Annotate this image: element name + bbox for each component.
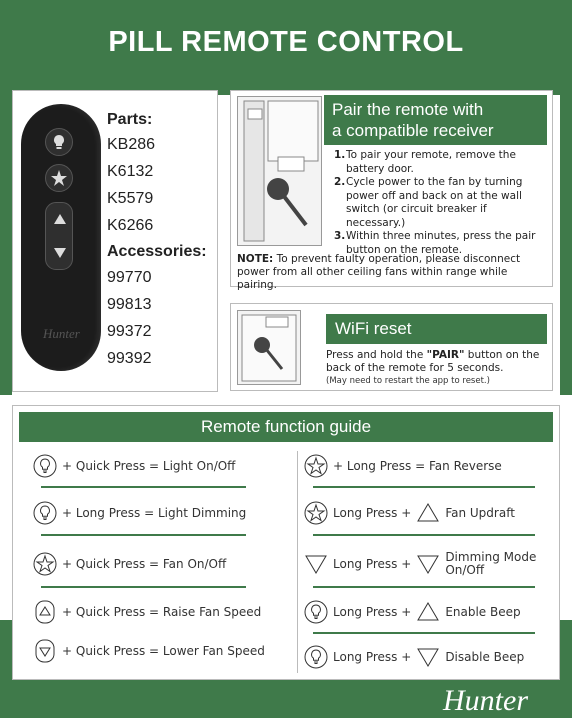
guide-row (33, 599, 261, 625)
guide-row (304, 644, 524, 670)
bulb-icon (304, 645, 328, 669)
guide-row (304, 453, 502, 479)
guide-row (33, 453, 235, 479)
up-arrow-icon (53, 213, 67, 225)
guide-text: Fan Updraft (445, 506, 515, 520)
down-triangle-icon (304, 552, 328, 576)
guide-text: + Quick Press = Lower Fan Speed (62, 644, 265, 658)
remote-back-illustration (237, 96, 322, 246)
guide-text: Long Press + (333, 506, 412, 520)
guide-text: Long Press + (333, 650, 412, 664)
accessory-number: 99372 (107, 323, 152, 340)
fan-icon (304, 454, 328, 478)
guide-text: Long Press + (333, 605, 412, 619)
guide-separator (313, 486, 535, 488)
down-triangle-icon (416, 552, 440, 576)
guide-separator (313, 632, 535, 634)
bulb-icon (49, 132, 69, 152)
part-number: K6266 (107, 217, 154, 234)
down-arrow-icon (33, 639, 57, 663)
left-accent-band (0, 95, 12, 395)
up-triangle-icon (416, 600, 440, 624)
guide-text: + Quick Press = Fan On/Off (62, 557, 227, 571)
remote-fan-button (45, 164, 73, 192)
guide-text: Enable Beep (445, 605, 521, 619)
pair-step: 1. To pair your remote, remove the battery door. (334, 149, 516, 175)
guide-text: + Quick Press = Light On/Off (62, 459, 236, 473)
pair-card (230, 90, 553, 291)
parts-card (12, 90, 218, 392)
bulb-icon (33, 454, 57, 478)
guide-separator (41, 586, 246, 588)
guide-title: Remote function guide (19, 412, 553, 442)
part-number: KB286 (107, 136, 156, 153)
pair-step: 3. Within three minutes, press the pair button on the remote. (334, 230, 536, 256)
pair-title (324, 95, 547, 145)
function-guide-card (12, 405, 560, 680)
guide-row (33, 500, 246, 526)
guide-text: + Long Press = Light Dimming (62, 506, 247, 520)
remote-back-illustration (237, 310, 301, 385)
guide-text: Long Press + (333, 557, 412, 571)
part-number: K6132 (107, 163, 154, 180)
wifi-card (230, 303, 553, 391)
accessories-heading: Accessories: (107, 243, 207, 260)
pair-title-line: a compatible receiver (332, 121, 494, 140)
guide-text: + Quick Press = Raise Fan Speed (62, 605, 262, 619)
guide-separator (313, 586, 535, 588)
guide-separator (313, 534, 535, 536)
down-arrow-icon (53, 247, 67, 259)
guide-row (33, 551, 226, 577)
pair-title-line: Pair the remote with (332, 100, 484, 119)
remote-light-button (45, 128, 73, 156)
right-accent-band (560, 95, 572, 395)
up-triangle-icon (416, 501, 440, 525)
remote-illustration (21, 104, 101, 371)
guide-row (304, 500, 515, 526)
page-title: PILL REMOTE CONTROL (108, 26, 464, 58)
guide-text: Dimming Mode On/Off (445, 550, 537, 577)
guide-separator (41, 486, 246, 488)
brand-logo: Hunter (443, 684, 528, 717)
guide-row (304, 599, 521, 625)
guide-separator (41, 534, 246, 536)
guide-text: + Long Press = Fan Reverse (333, 459, 502, 473)
bulb-icon (304, 600, 328, 624)
parts-heading: Parts: (107, 111, 153, 128)
down-triangle-icon (416, 645, 440, 669)
pair-step: 2. Cycle power to the fan by turning power off and back on at the wall switch (or circuit breaker if necessary.) (334, 176, 523, 229)
wifi-title: WiFi reset (326, 314, 547, 344)
fan-icon (304, 501, 328, 525)
pair-note: NOTE: To prevent faulty operation, please disconnect power from all other ceiling fans within range while pairing. (237, 253, 521, 291)
remote-logo: Hunter (43, 326, 80, 341)
accessory-number: 99813 (107, 296, 152, 313)
guide-row (304, 551, 536, 577)
remote-speed-rocker (45, 202, 73, 270)
guide-text: Disable Beep (445, 650, 525, 664)
up-arrow-icon (33, 600, 57, 624)
accessory-number: 99770 (107, 269, 152, 286)
part-number: K5579 (107, 190, 154, 207)
guide-row (33, 638, 265, 664)
fan-icon (49, 168, 69, 188)
fan-icon (33, 552, 57, 576)
accessory-number: 99392 (107, 350, 152, 367)
wifi-note: (May need to restart the app to reset.) (326, 376, 490, 386)
wifi-instructions: Press and hold the "PAIR" button on the back of the remote for 5 seconds. (326, 349, 540, 374)
pair-steps (334, 149, 549, 257)
guide-divider (297, 451, 298, 673)
bulb-icon (33, 501, 57, 525)
